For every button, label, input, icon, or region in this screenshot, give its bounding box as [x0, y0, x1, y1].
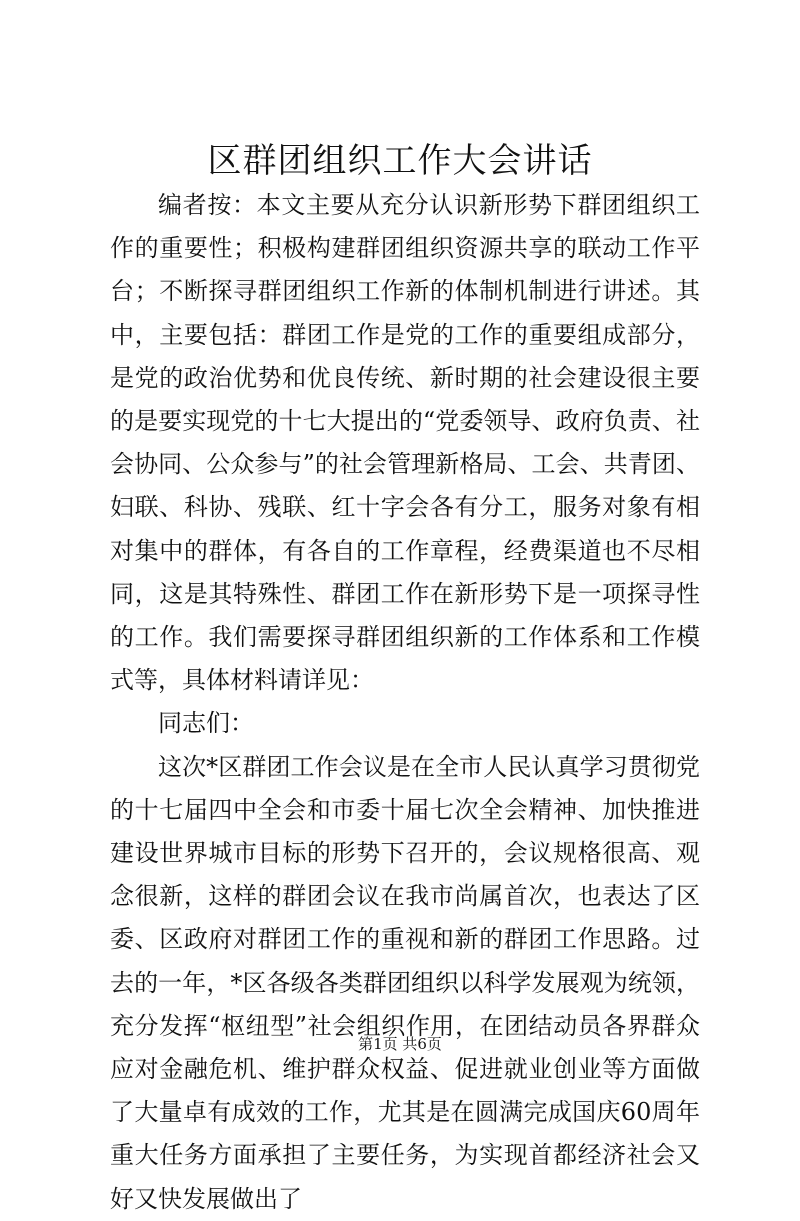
- page-number-footer: 第1页 共6页: [358, 1035, 442, 1053]
- editor-note-paragraph: 编者按：本文主要从充分认识新形势下群团组织工作的重要性；积极构建群团组织资源共享的联动工作平台；不断探寻群团组织工作新的体制机制进行讲述。其中，主要包括：群团工作是党的工作的重要组成部分，是党的政治优势和优良传统、新时期的社会建设很主要的是要实现党的十七大提出的“党委领导、政府负责、社会协同、公众参与”的社会管理新格局、工会、共青团、妇联、科协、残联、红十字会各有分工，服务对象有相对集中的群体，有各自的工作章程，经费渠道也不尽相同，这是其特殊性、群团工作在新形势下是一项探寻性的工作。我们需要探寻群团组织新的工作体系和工作模式等，具体材料请详见：: [110, 191, 700, 695]
- speech-paragraph: 这次*区群团工作会议是在全市人民认真学习贯彻党的十七届四中全会和市委十届七次全会精神、加快推进建设世界城市目标的形势下召开的，会议规格很高、观念很新，这样的群团会议在我市尚属首次，也表达了区委、区政府对群团工作的重视和新的群团工作思路。过去的一年，*区各级各类群团组织以科学发展观为统领，充分发挥“枢纽型”社会组织作用，在团结动员各界群众应对金融危机、维护群众权益、促进就业创业等方面做了大量卓有成效的工作，尤其是在圆满完成国庆60周年重大任务方面承担了主要任务，为实现首都经济社会又好又快发展做出了: [110, 752, 700, 1213]
- document-body: [110, 184, 700, 1221]
- salutation-paragraph: 同志们：: [158, 709, 254, 738]
- document-title: 区群团组织工作大会讲话: [207, 141, 593, 181]
